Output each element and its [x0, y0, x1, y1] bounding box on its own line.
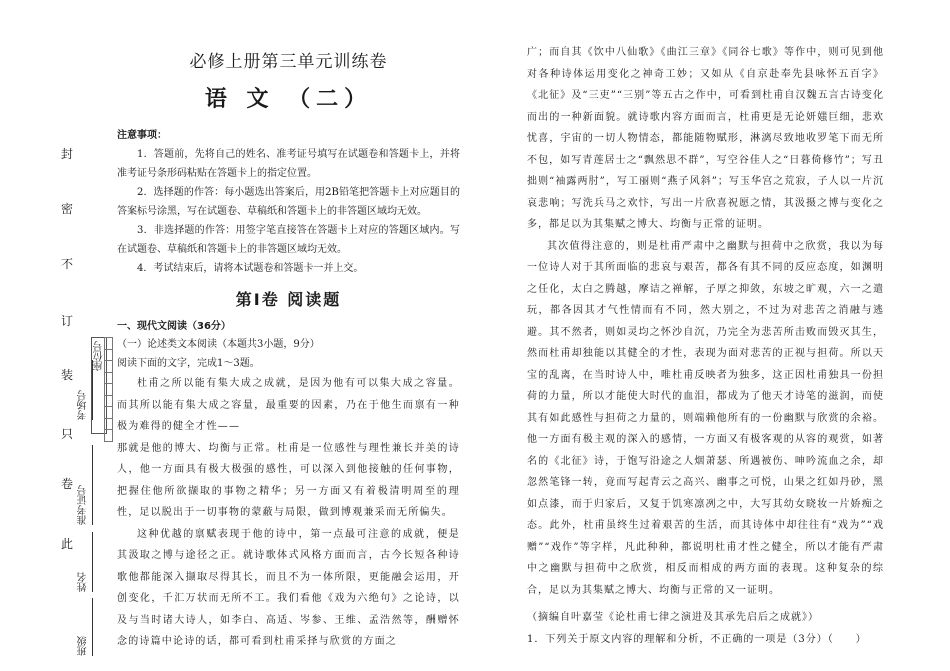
seal-char: 此 [60, 537, 73, 551]
seat-number-cells [104, 337, 113, 432]
seal-char: 只 [60, 427, 73, 441]
passage-paragraph: 那就是他的博大、均衡与正常。杜甫是一位感性与理性兼长并美的诗人，他一方面具有极大极强的感性，可以深入到他接触的任何事物，把握住他所欲撷取的事物之精华；另一方面又有着极清明周至的理性，足以脱出于一切事物的蒙蔽与局限，做到博观兼采而无所偏失。 [117, 442, 460, 518]
notice-heading: 注意事项： [117, 130, 167, 141]
exam-room-field [76, 360, 93, 420]
notice-block [117, 126, 460, 278]
passage-paragraph: 其次值得注意的，则是杜甫严肃中之幽默与担荷中之欣赏，我以为每一位诗人对于其所面临的悲哀与艰苦，都各有其不同的反应态度，如渊明之任化，太白之腾越，摩诘之禅解，子厚之抑敛，东坡之旷观，六一之遣玩，都各因其才气性情而有不同，然大别之，不过为对悲苦之消融与逃避。其不然者，则如灵均之怀沙自沉，乃完全为悲苦所击败而毁灭其生，然而杜甫却独能以其健全的才性，表现为面对悲苦的正视与担荷。所以天宝的乱离，在当时诗人中，唯杜甫反映者为独多，这正因杜甫独具一份担荷的力量，所以才能使大时代的血泪，都成为了他天才诗笔的滋润，而使其有如此感性与担荷之力量的，则端赖他所有的一份幽默与欣赏的余裕。他一方面有极主观的深入的感情，一方面又有极客观的从容的观赏，如著名的《北征》诗，于饱写沿途之人烟萧瑟、所遇被伤、呻吟流血之余，却忽然笔锋一转，竟而写起青云之高兴、幽事之可悦，山果之红如丹砂，黑如点漆，而于归家后，又复于饥寒凛冽之中，大写其幼女晓妆一片娇痴之态。此外，杜甫虽终生过着艰苦的生活，而其诗体中却往往有“戏为”“戏赠”“戏作”等字样，凡此种种，都说明杜甫才性之健全，所以才能有严肃中之幽默与担荷中之欣赏，相反而相成的两方面的表现。这种复杂的综合，足以为其集赋之博大、均衡与正常的又一证明。 [527, 240, 884, 596]
passage-paragraph: 广；而自其《饮中八仙歌》《曲江三章》《同谷七歌》等作中，则可见到他对各种诗体运用变化之神奇工妙；又如从《自京赴奉先县咏怀五百字》《北征》及“三吏”“三别”等五古之作中，可看到杜甫自汉魏五言古诗变化而出的一种新面貌。就诗歌内容方面而言，杜甫更是无论妍媸巨细，悲欢忧喜，宇宙的一切人物情态，都能随物赋形，淋漓尽致地收罗笔下而无所不包，如写青莲居士之“飘然思不群”，写空谷佳人之“日暮倚修竹”；写丑拙则“袖露两肘”，写工丽则“燕子风斜”；写玉华宫之荒寂，子人以一片沉哀悲响；写洗兵马之欢忭，写出一片欣喜祝愿之情，其汲摄之博与变化之多，都足以为其集赋之博大、均衡与正常的证明。 [527, 47, 884, 230]
passage-paragraph: 这种优越的禀赋表现于他的诗中，第一点最可注意的成就，便是其汲取之博与途径之正。就诗歌体式风格方面而言，古今长短各种诗歌他都能深入撷取尽得其长，而且不为一体所限，更能融会运用，开创变化，千汇万状而无所不工。我们看他《戏为六绝句》之论诗，以及与当时诸大诗人，如李白、高适、岑参、王维、孟浩然等，酬赠怀念的诗篇中论诗的话，都可看到杜甫采择与欣赏的方面之 [117, 528, 460, 647]
exam-room-label: 考场号 [78, 390, 89, 420]
exam-title: 必修上册第三单元训练卷 [189, 52, 388, 72]
binding-margin [18, 120, 113, 660]
seal-char: 订 [60, 314, 73, 328]
reading-instruction: 阅读下面的文字，完成1～3题。 [117, 358, 260, 369]
name-field [76, 532, 93, 592]
part-heading: 一、现代文阅读（36分） [117, 321, 231, 332]
seal-char: 卷 [60, 477, 73, 491]
ticket-number-field [76, 445, 93, 525]
seat-number-label: 座位号 [94, 341, 105, 371]
question-1: 1．下列关于原文内容的理解和分析，不正确的一项是（3分）（ ） [527, 633, 867, 645]
passage-left [117, 373, 460, 653]
section-title: 第Ⅰ卷 阅读题 [235, 290, 342, 309]
name-label: 姓名 [78, 572, 89, 592]
ticket-number-label: 准考证号 [78, 485, 89, 525]
notice-item: 2．选择题的作答：每小题选出答案后，用2B铅笔把答题卡上对应题目的答案标号涂黑，写在试题卷、草稿纸和答题卡上的非答题区域均无效。 [117, 187, 460, 217]
exam-subtitle: 语 文 （二） [204, 87, 373, 112]
right-column [527, 42, 884, 650]
notice-item: 4．考试结束后，请将本试题卷和答题卡一并上交。 [137, 263, 364, 274]
notice-item: 3．非选择题的作答：用签字笔直接答在答题卡上对应的答题区域内。写在试题卷、草稿纸和答题卡上的非答题区域均无效。 [117, 225, 460, 255]
seal-char: 封 [60, 147, 73, 161]
part-subheading: （一）论述类文本阅读（本题共3小题，9分） [117, 339, 320, 350]
seal-char: 不 [60, 257, 73, 271]
passage-source: （摘编自叶嘉莹《论杜甫七律之演进及其承先启后之成就》） [527, 612, 819, 623]
seal-char: 装 [60, 368, 73, 382]
class-label: 班级 [78, 636, 89, 656]
left-column [117, 40, 460, 653]
passage-paragraph: 杜甫之所以能有集大成之成就，是因为他有可以集大成之容量。而其所以能有集大成之容量，最重要的因素，乃在于他生而禀有一种极为难得的健全才性—— [117, 378, 460, 432]
class-field [76, 598, 93, 656]
seal-char: 密 [60, 202, 73, 216]
notice-item: 1．答题前，先将自己的姓名、准考证号填写在试题卷和答题卡上，并将准考证号条形码粘贴在答题卡上的指定位置。 [117, 149, 460, 179]
